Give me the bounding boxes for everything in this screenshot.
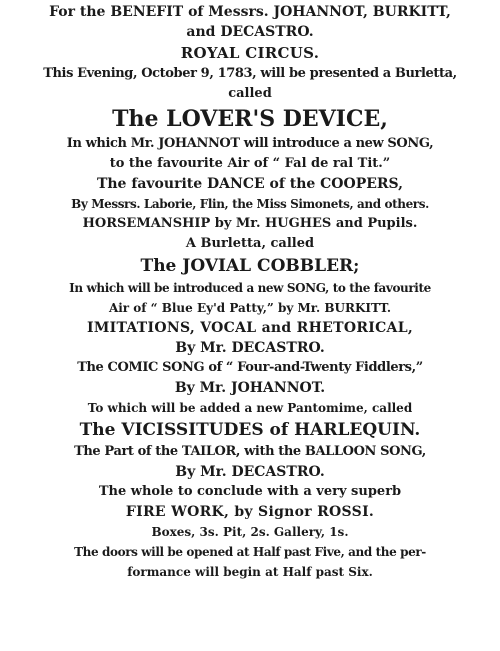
called-line: called	[228, 86, 272, 101]
performance-time-line: formance will begin at Half past Six.	[127, 565, 373, 579]
venue-title: ROYAL CIRCUS.	[180, 44, 320, 62]
prices-line: Boxes, 3s. Pit, 2s. Gallery, 1s.	[151, 525, 349, 539]
imitations-line: IMITATIONS, VOCAL and RHETORICAL,	[86, 320, 414, 336]
pantomime-title: The VICISSITUDES of HARLEQUIN.	[79, 420, 421, 440]
performer-line-1: By Mr. DECASTRO.	[175, 340, 325, 356]
pantomime-line: To which will be added a new Pantomime, called	[87, 401, 413, 415]
tailor-line: The Part of the TAILOR, with the BALLOON SONG,	[74, 444, 426, 459]
date-line: This Evening, October 9, 1783, will be presented a Burletta,	[43, 66, 457, 81]
song-intro-line: In which Mr. JOHANNOT will introduce a new SONG,	[66, 136, 434, 151]
burletta-title-2: The JOVIAL COBBLER;	[140, 256, 360, 276]
horsemanship-line: HORSEMANSHIP by Mr. HUGHES and Pupils.	[82, 216, 418, 231]
performer-line-2: By Mr. JOHANNOT.	[174, 380, 326, 396]
benefit-line-1: For the BENEFIT of Messrs. JOHANNOT, BURKITT,	[49, 4, 451, 20]
benefit-line-2: and DECASTRO.	[186, 24, 314, 40]
song-air-line-2: Air of “ Blue Ey'd Patty,” by Mr. BURKITT.	[108, 301, 392, 315]
song-intro-line-2: In which will be introduced a new SONG, to the favourite	[69, 281, 431, 295]
dancers-line: By Messrs. Laborie, Flin, the Miss Simonets, and others.	[71, 197, 429, 211]
conclude-line: The whole to conclude with a very superb	[98, 484, 402, 499]
comic-song-line: The COMIC SONG of “ Four-and-Twenty Fiddlers,”	[77, 360, 423, 375]
doors-line: The doors will be opened at Half past Five, and the per-	[74, 545, 426, 559]
dance-line: The favourite DANCE of the COOPERS,	[96, 176, 404, 192]
performer-line-3: By Mr. DECASTRO.	[175, 464, 325, 480]
burletta-called-line: A Burletta, called	[185, 236, 315, 251]
song-air-line: to the favourite Air of “ Fal de ral Tit.”	[109, 156, 391, 171]
firework-line: FIRE WORK, by Signor ROSSI.	[125, 504, 375, 520]
burletta-title-1: The LOVER'S DEVICE,	[112, 106, 388, 132]
